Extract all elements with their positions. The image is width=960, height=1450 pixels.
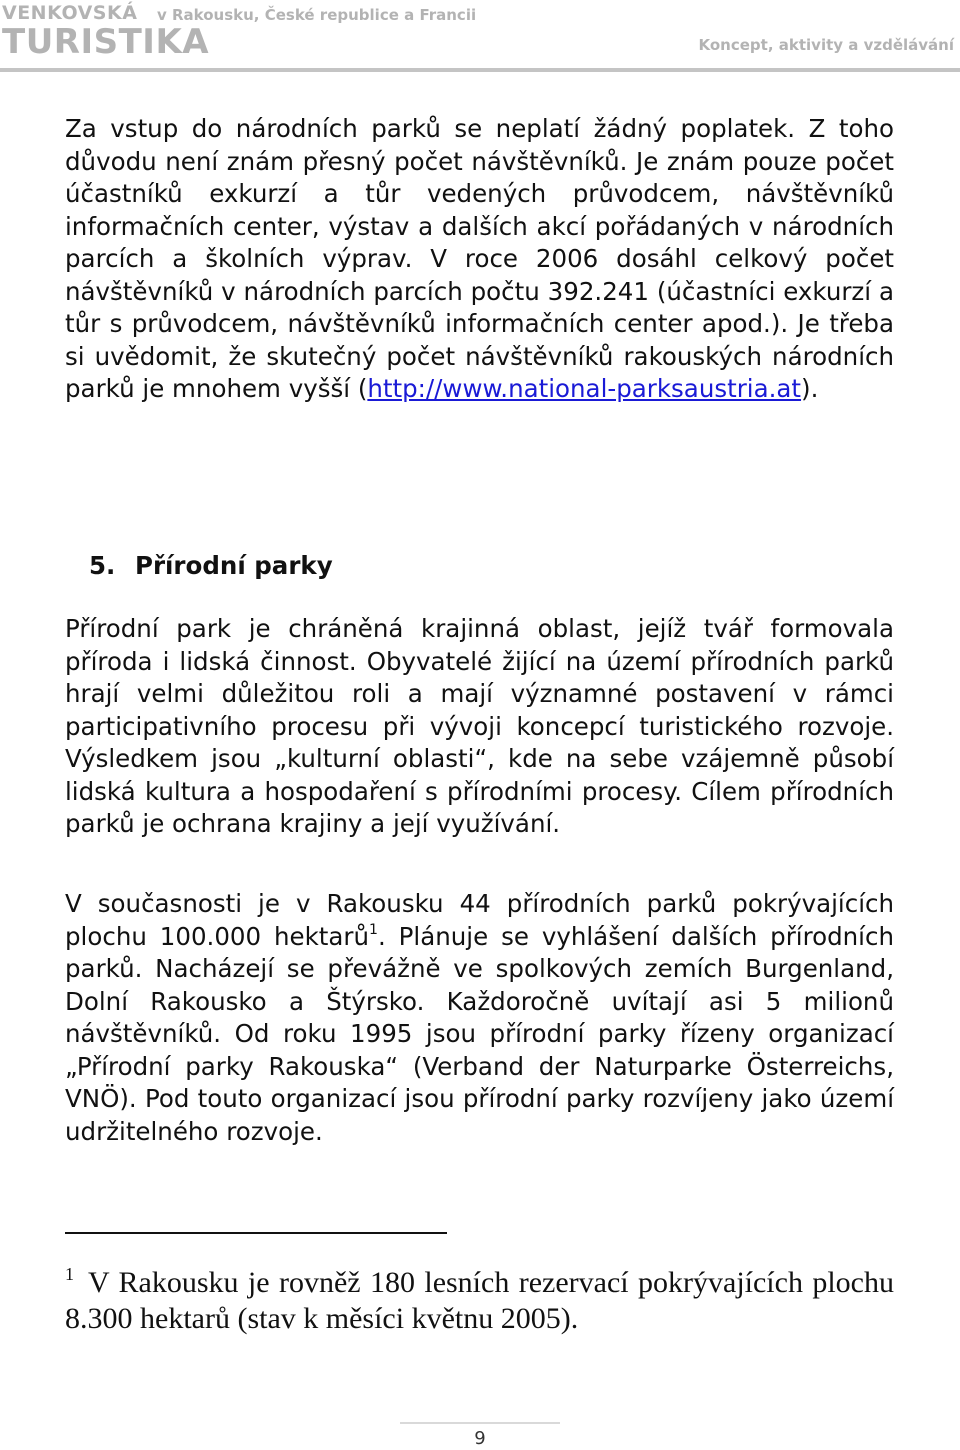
page-header: [0, 0, 960, 72]
section-title: Přírodní parky: [135, 551, 333, 580]
intro-text: Za vstup do národních parků se neplatí žádný poplatek. Z toho důvodu není znám přesný počet návštěvníků. Je znám pouze počet účastníků exkurzí a tůr vedených průvodcem, návštěvníků informačních center, výstav a dalších akcí pořádaných v národních parcích a školních výprav. V roce 2006 dosáhl celkový počet návštěvníků v národních parcích počtu 392.241 (účastníci exkurzí a tůr s průvodcem, návštěvníků informačních center apod.). Je třeba si uvědomit, že skutečný počet návštěvníků rakouských národních parků je mnohem vyšší (: [65, 114, 894, 403]
paragraph-nature-park-definition: Přírodní park je chráněná krajinná oblast, jejíž tvář formovala příroda i lidská činnost. Obyvatelé žijící na území přírodních parků hrají velmi důležitou roli a mají významné postavení v rámci participativního procesu při vývoji koncepcí turistického rozvoje. Výsledkem jsou „kulturní oblasti“, kde na sebe vzájemně působí lidská kultura a hospodaření s přírodními procesy. Cílem přírodních parků je ochrana krajiny a její využívání.: [65, 614, 894, 838]
national-parks-link[interactable]: http://www.national-parksaustria.at: [367, 374, 802, 403]
section-number: 5.: [89, 551, 116, 580]
paragraph-nature-parks-austria: [65, 888, 894, 1148]
footnote-reference[interactable]: 1: [369, 921, 378, 938]
para2-text-start: V současnosti je v Rakousku 44 přírodních parků pokrývajících plochu 100.000 hektarů: [65, 889, 894, 951]
footnote: [65, 1265, 894, 1337]
header-tagline: Koncept, aktivity a vzdělávání: [698, 36, 954, 54]
page-number: 9: [474, 1428, 486, 1449]
brand-top-text: VENKOVSKÁ: [2, 2, 138, 24]
footnote-text: V Rakousku je rovněž 180 lesních rezervací pokrývajících plochu 8.300 hektarů (stav k měsíci květnu 2005).: [65, 1266, 894, 1335]
nature-parks-intro: [65, 613, 894, 841]
intro-section: [65, 113, 894, 406]
footer-divider: [400, 1422, 560, 1424]
brand-main-title: TURISTIKA: [2, 22, 210, 62]
intro-paragraph: [65, 113, 894, 406]
para2-text-end: . Plánuje se vyhlášení dalších přírodních parků. Nacházejí se převážně ve spolkových zemích Burgenland, Dolní Rakousko a Štýrsko. Každoročně uvítají asi 5 milionů návštěvníků. Od roku 1995 jsou přírodní parky řízeny organizací „Přírodní parky Rakouska“ (Verband der Naturparke Österreichs, VNÖ). Pod touto organizací jsou přírodní parky rozvíjeny jako území udržitelného rozvoje.: [65, 921, 894, 1146]
footnote-divider: [65, 1232, 447, 1234]
intro-text-end: ).: [801, 374, 819, 403]
footnote-mark: 1: [65, 1264, 74, 1284]
header-divider: [0, 68, 960, 72]
nature-parks-austria: [65, 888, 894, 1148]
section-heading: [89, 550, 333, 582]
brand-subtitle: v Rakousku, České republice a Francii: [157, 6, 477, 24]
